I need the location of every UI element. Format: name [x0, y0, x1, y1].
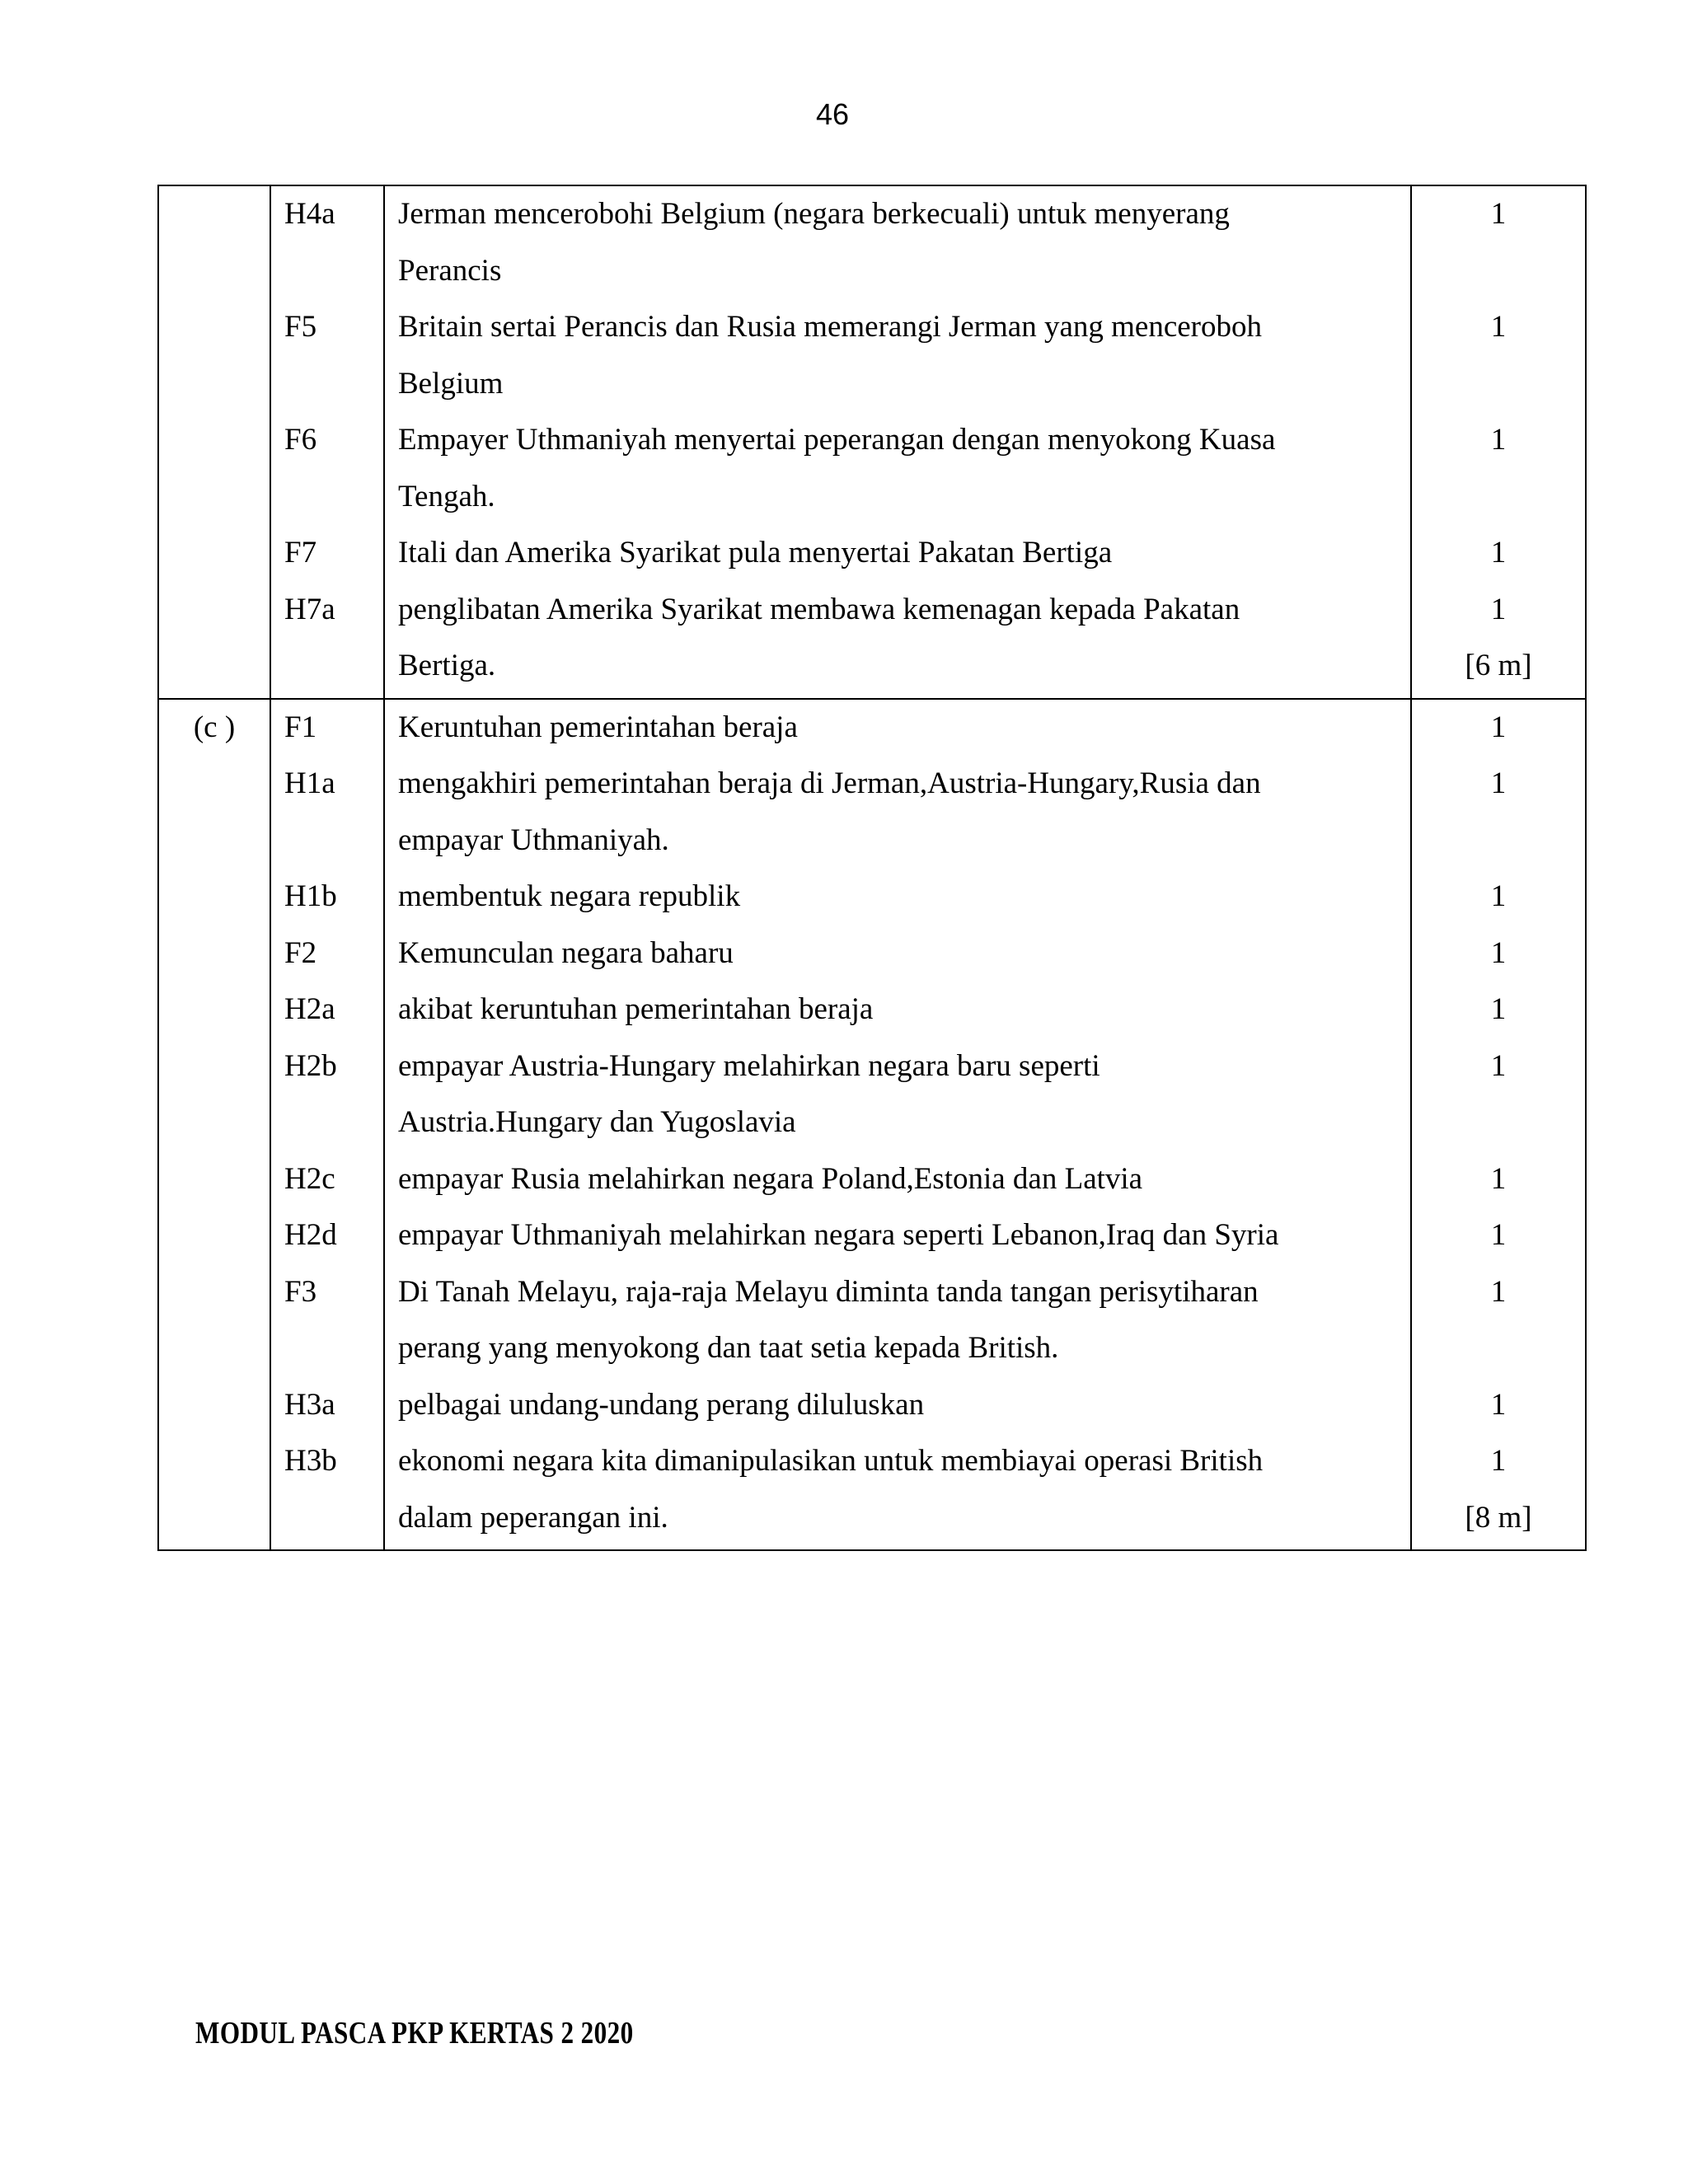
- mark-value: 1: [1490, 1218, 1507, 1252]
- criteria-code: [284, 638, 383, 695]
- criteria-code: H3b: [284, 1444, 337, 1478]
- mark-value: [8 m]: [1465, 1500, 1532, 1535]
- part-label: (c ): [193, 710, 236, 744]
- mark-value: 1: [1490, 1048, 1507, 1083]
- criteria-code: H1b: [284, 879, 337, 913]
- mark-value: [1412, 469, 1585, 526]
- criteria-code: [284, 243, 383, 300]
- criteria-code-cell: [270, 185, 384, 699]
- answer-line: perang yang menyokong dan taat setia kepada British.: [398, 1331, 1059, 1365]
- criteria-code: H2b: [284, 1048, 337, 1083]
- mark-cell: [1411, 699, 1586, 1551]
- answer-line: ekonomi negara kita dimanipulasikan untuk membiayai operasi British: [398, 1444, 1264, 1478]
- mark-value: [6 m]: [1465, 649, 1532, 682]
- answer-line: empayar Rusia melahirkan negara Poland,Estonia dan Latvia: [398, 1161, 1143, 1196]
- mark-value: 1: [1490, 197, 1507, 231]
- answer-line: Itali dan Amerika Syarikat pula menyertai Pakatan Bertiga: [398, 536, 1113, 569]
- mark-value: 1: [1490, 1274, 1507, 1309]
- footer-title: MODUL PASCA PKP KERTAS 2 2020: [195, 2016, 634, 2050]
- criteria-code: [284, 813, 383, 869]
- mark-value: 1: [1490, 1444, 1507, 1478]
- answer-line: membentuk negara republik: [398, 879, 741, 913]
- criteria-code: H2a: [284, 992, 335, 1026]
- criteria-code: [284, 1094, 383, 1151]
- answer-line: empayar Austria-Hungary melahirkan negara baru seperti: [398, 1048, 1100, 1083]
- criteria-code: F1: [284, 710, 317, 744]
- page-number: 46: [815, 97, 850, 131]
- section-row: [158, 699, 1586, 1551]
- mark-value: [1412, 813, 1585, 869]
- part-label-cell: [158, 699, 270, 1551]
- mark-value: [1412, 1094, 1585, 1151]
- answer-line: Britain sertai Perancis dan Rusia memerangi Jerman yang menceroboh: [398, 310, 1262, 344]
- answer-line: Keruntuhan pemerintahan beraja: [398, 710, 798, 744]
- mark-value: 1: [1490, 766, 1507, 800]
- mark-value: 1: [1490, 879, 1507, 913]
- answer-line: Tengah.: [398, 479, 495, 513]
- answer-line: pelbagai undang-undang perang diluluskan: [398, 1387, 925, 1422]
- criteria-code: F6: [284, 423, 317, 457]
- criteria-code: H4a: [284, 197, 335, 231]
- answer-line: empayar Uthmaniyah melahirkan negara seperti Lebanon,Iraq dan Syria: [398, 1218, 1279, 1252]
- answer-line: akibat keruntuhan pemerintahan beraja: [398, 992, 874, 1026]
- mark-value: 1: [1490, 710, 1507, 744]
- mark-value: 1: [1490, 536, 1507, 569]
- answer-line: Empayer Uthmaniyah menyertai peperangan dengan menyokong Kuasa: [398, 423, 1276, 457]
- criteria-code: H3a: [284, 1387, 335, 1422]
- mark-value: 1: [1490, 592, 1507, 626]
- criteria-code: H2d: [284, 1218, 337, 1252]
- mark-value: 1: [1490, 310, 1507, 344]
- answer-line: empayar Uthmaniyah.: [398, 823, 669, 857]
- mark-value: [1412, 356, 1585, 413]
- mark-value: [1412, 243, 1585, 300]
- answer-line: Kemunculan negara baharu: [398, 935, 734, 970]
- answer-line: Belgium: [398, 366, 504, 401]
- criteria-code: F5: [284, 310, 317, 344]
- criteria-code: [284, 1490, 383, 1547]
- answer-text-cell: [384, 185, 1411, 699]
- mark-value: 1: [1490, 992, 1507, 1026]
- mark-value: 1: [1490, 1387, 1507, 1422]
- answer-line: mengakhiri pemerintahan beraja di Jerman,Austria-Hungary,Rusia dan: [398, 766, 1261, 800]
- mark-value: 1: [1490, 1161, 1507, 1196]
- marking-scheme-table: [157, 185, 1587, 1551]
- answer-line: penglibatan Amerika Syarikat membawa kemenagan kepada Pakatan: [398, 592, 1240, 626]
- answer-line: Austria.Hungary dan Yugoslavia: [398, 1105, 796, 1139]
- answer-line: Perancis: [398, 253, 502, 288]
- criteria-code-cell: [270, 699, 384, 1551]
- criteria-code: H2c: [284, 1161, 335, 1196]
- criteria-code: H7a: [284, 592, 335, 626]
- answer-line: Jerman mencerobohi Belgium (negara berkecuali) untuk menyerang: [398, 197, 1230, 231]
- criteria-code: [284, 469, 383, 526]
- mark-value: 1: [1490, 935, 1507, 970]
- answer-text-cell: [384, 699, 1411, 1551]
- criteria-code: [284, 356, 383, 413]
- answer-line: dalam peperangan ini.: [398, 1500, 668, 1535]
- answer-line: Bertiga.: [398, 649, 496, 682]
- criteria-code: F7: [284, 536, 317, 569]
- criteria-code: F2: [284, 935, 317, 970]
- criteria-code: [284, 1320, 383, 1377]
- part-label: [159, 186, 270, 243]
- mark-cell: [1411, 185, 1586, 699]
- criteria-code: F3: [284, 1274, 317, 1309]
- mark-value: 1: [1490, 423, 1507, 457]
- answer-line: Di Tanah Melayu, raja-raja Melayu diminta tanda tangan perisytiharan: [398, 1274, 1259, 1309]
- criteria-code: H1a: [284, 766, 335, 800]
- part-label-cell: [158, 185, 270, 699]
- mark-value: [1412, 1320, 1585, 1377]
- section-row: [158, 185, 1586, 699]
